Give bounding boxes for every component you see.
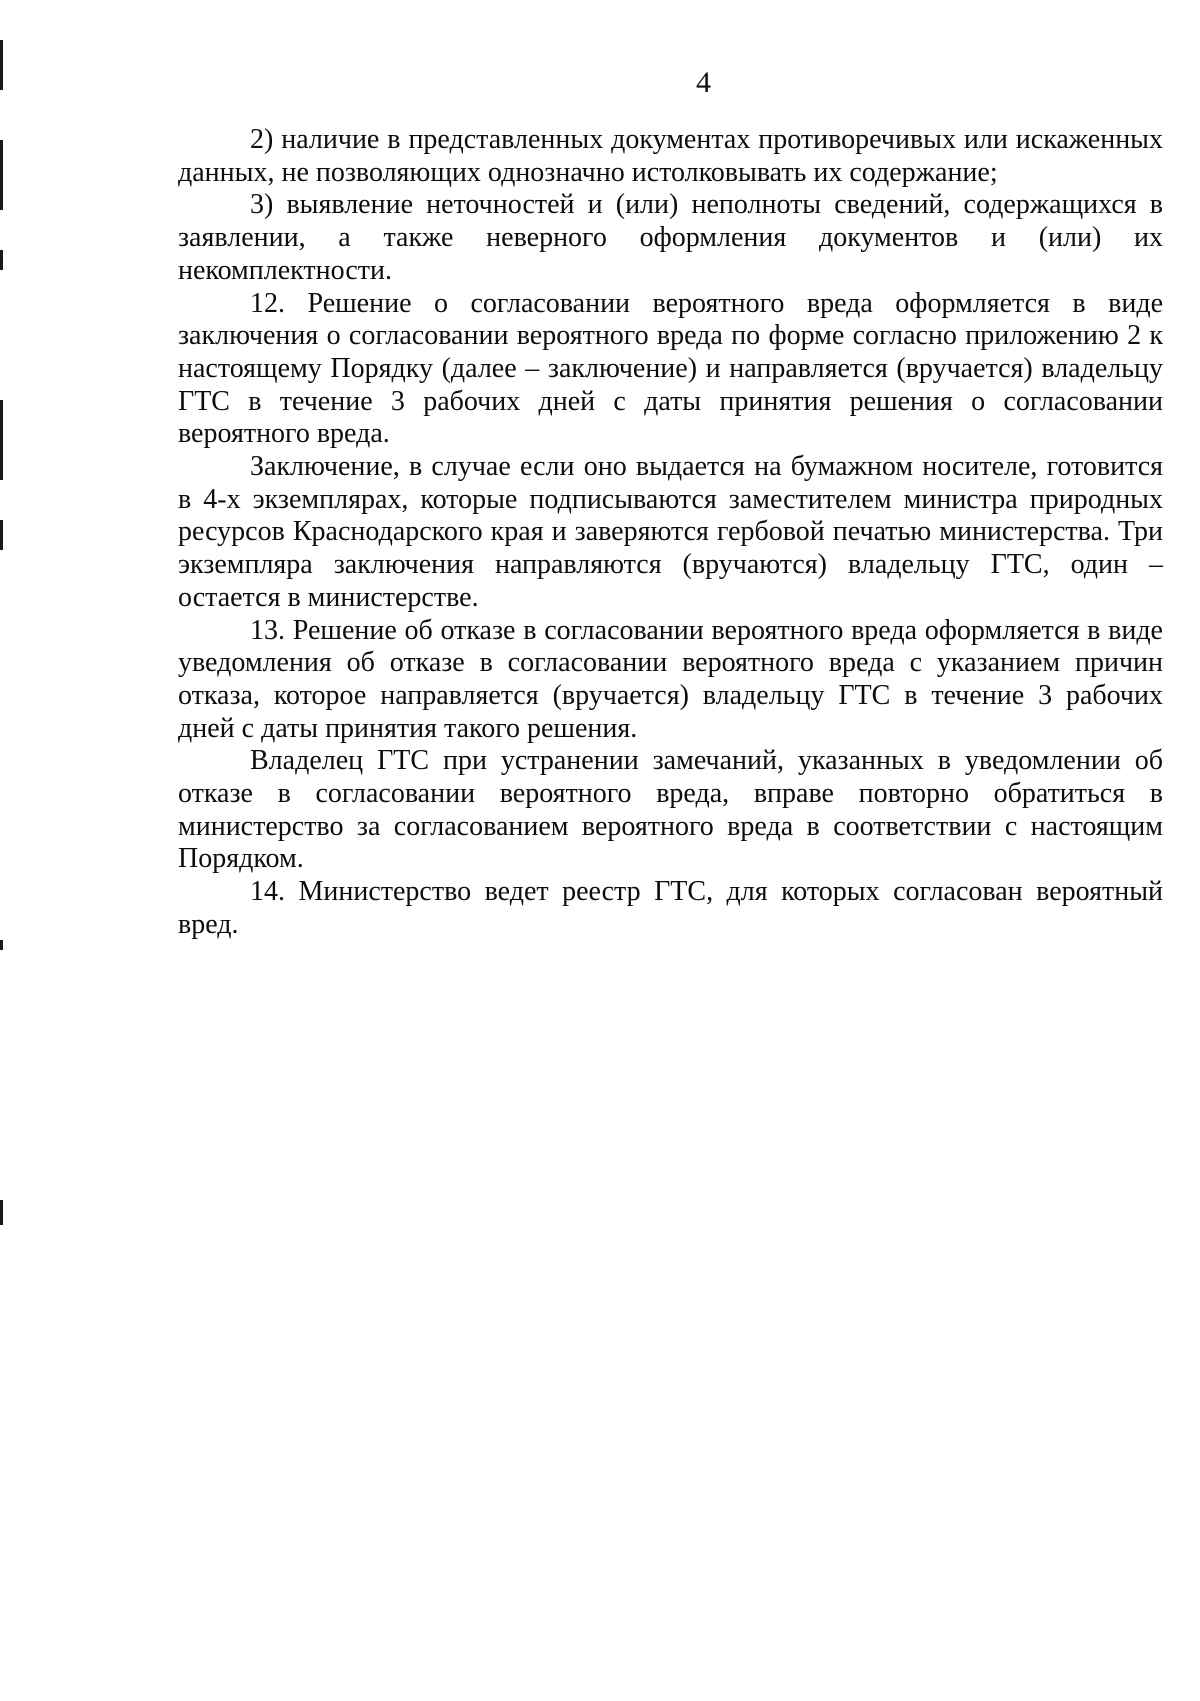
scan-edge-mark (0, 940, 3, 950)
scan-edge-mark (0, 1200, 3, 1225)
paragraph-item-2: 2) наличие в представленных документах противоречивых или искаженных данных, не позволяющих однозначно истолковывать их содержание; (178, 124, 1163, 188)
page-number: 4 (696, 66, 711, 99)
paragraph-item-3: 3) выявление неточностей и (или) неполноты сведений, содержащихся в заявлении, а также неверного оформления документов и (или) их некомплектности. (178, 189, 1163, 286)
scan-edge-mark (0, 520, 3, 550)
paragraph-owner-reapply: Владелец ГТС при устранении замечаний, указанных в уведомлении об отказе в согласовании вероятного вреда, вправе повторно обратиться в министерство за согласованием вероятного вреда в соответствии с настоящим Порядком. (178, 745, 1163, 875)
paragraph-clause-12: 12. Решение о согласовании вероятного вреда оформляется в виде заключения о согласовании вероятного вреда по форме согласно приложению 2 к настоящему Порядку (далее – заключение) и направляется (вручается) владельцу ГТС в течение 3 рабочих дней с даты принятия решения о согласовании вероятного вреда. (178, 287, 1163, 450)
document-body (178, 124, 1163, 942)
scan-edge-mark (0, 250, 3, 270)
paragraph-clause-14: 14. Министерство ведет реестр ГТС, для которых согласован вероятный вред. (178, 876, 1163, 940)
paragraph-conclusion-copies: Заключение, в случае если оно выдается на бумажном носителе, готовится в 4-х экземплярах, которые подписываются заместителем министра природных ресурсов Краснодарского края и заверяются гербовой печатью министерства. Три экземпляра заключения направляются (вручаются) владельцу ГТС, один – остается в министерстве. (178, 451, 1163, 613)
paragraph-clause-13: 13. Решение об отказе в согласовании вероятного вреда оформляется в виде уведомления об отказе в согласовании вероятного вреда с указанием причин отказа, которое направляется (вручается) владельцу ГТС в течение 3 рабочих дней с даты принятия такого решения. (178, 614, 1163, 744)
scan-edge-mark (0, 400, 3, 480)
scan-edge-mark (0, 140, 3, 210)
